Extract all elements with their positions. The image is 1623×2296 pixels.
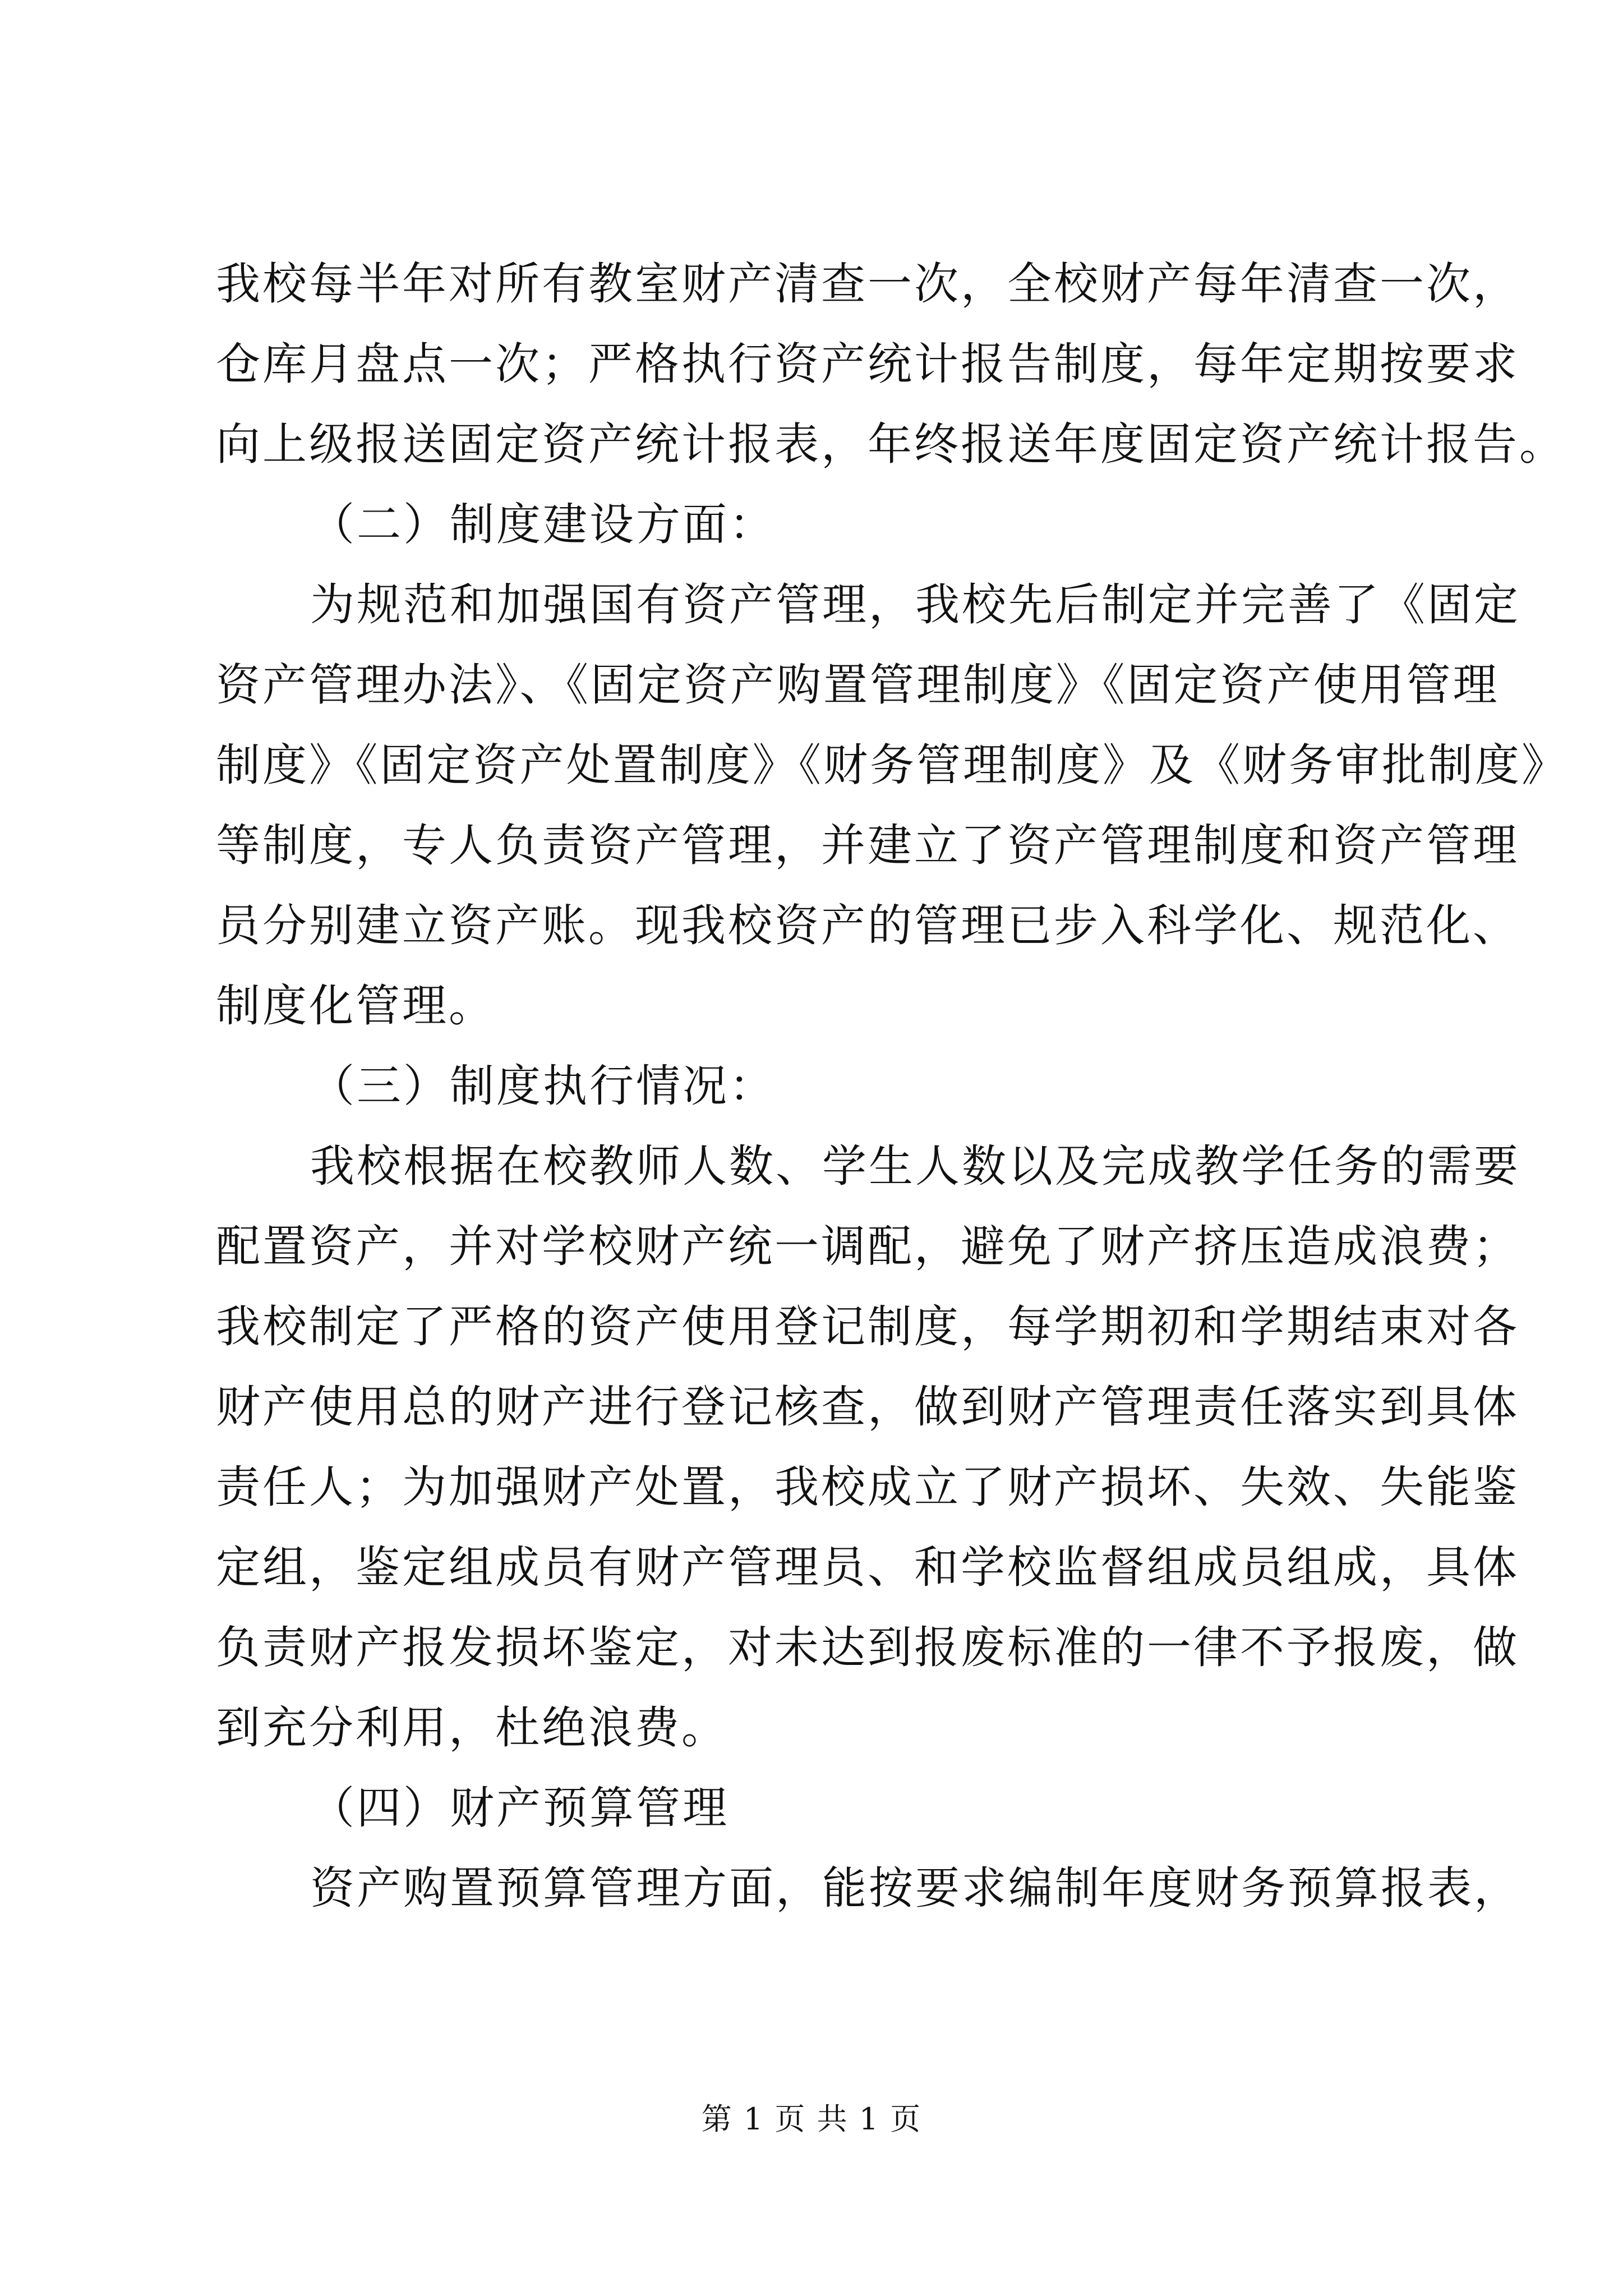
paragraph-line: 我校制定了严格的资产使用登记制度，每学期初和学期结束对各 <box>216 1301 1519 1352</box>
section-heading-2: （二）制度建设方面： <box>310 499 776 550</box>
body-text <box>216 244 1568 1929</box>
paragraph-line: 员分别建立资产账。现我校资产的管理已步入科学化、规范化、 <box>216 900 1519 951</box>
paragraph-line: 我校根据在校教师人数、学生人数以及完成教学任务的需要 <box>310 1140 1520 1192</box>
paragraph-line: 我校每半年对所有教室财产清查一次，全校财产每年清查一次， <box>216 258 1519 310</box>
paragraph-line: 负责财产报发损坏鉴定，对未达到报废标准的一律不予报废，做 <box>216 1622 1519 1673</box>
paragraph-line: 制度》《固定资产处置制度》《财务管理制度》及《财务审批制度》 <box>216 739 1568 791</box>
paragraph-line: 配置资产，并对学校财产统一调配，避免了财产挤压造成浪费； <box>216 1221 1519 1272</box>
paragraph-line: 定组，鉴定组成员有财产管理员、和学校监督组成员组成，具体 <box>216 1542 1519 1593</box>
paragraph-line: 向上级报送固定资产统计报表，年终报送年度固定资产统计报告。 <box>216 418 1566 470</box>
paragraph-line: 为规范和加强国有资产管理，我校先后制定并完善了《固定 <box>310 579 1520 631</box>
paragraph-line: 制度化管理。 <box>216 980 495 1032</box>
paragraph-line: 等制度，专人负责资产管理，并建立了资产管理制度和资产管理 <box>216 820 1519 871</box>
paragraph-line: 到充分利用，杜绝浪费。 <box>216 1702 728 1754</box>
paragraph-line: 仓库月盘点一次；严格执行资产统计报告制度，每年定期按要求 <box>216 338 1519 390</box>
paragraph-line: 资产购置预算管理方面，能按要求编制年度财务预算报表， <box>310 1862 1520 1914</box>
page-footer: 第 1 页 共 1 页 <box>701 2101 922 2137</box>
section-heading-4: （四）财产预算管理 <box>310 1782 729 1834</box>
paragraph-line: 责任人；为加强财产处置，我校成立了财产损坏、失效、失能鉴 <box>216 1461 1519 1513</box>
paragraph-line: 财产使用总的财产进行登记核查，做到财产管理责任落实到具体 <box>216 1381 1519 1433</box>
paragraph-line: 资产管理办法》、《固定资产购置管理制度》《固定资产使用管理 <box>216 659 1500 711</box>
section-heading-3: （三）制度执行情况： <box>310 1060 776 1112</box>
